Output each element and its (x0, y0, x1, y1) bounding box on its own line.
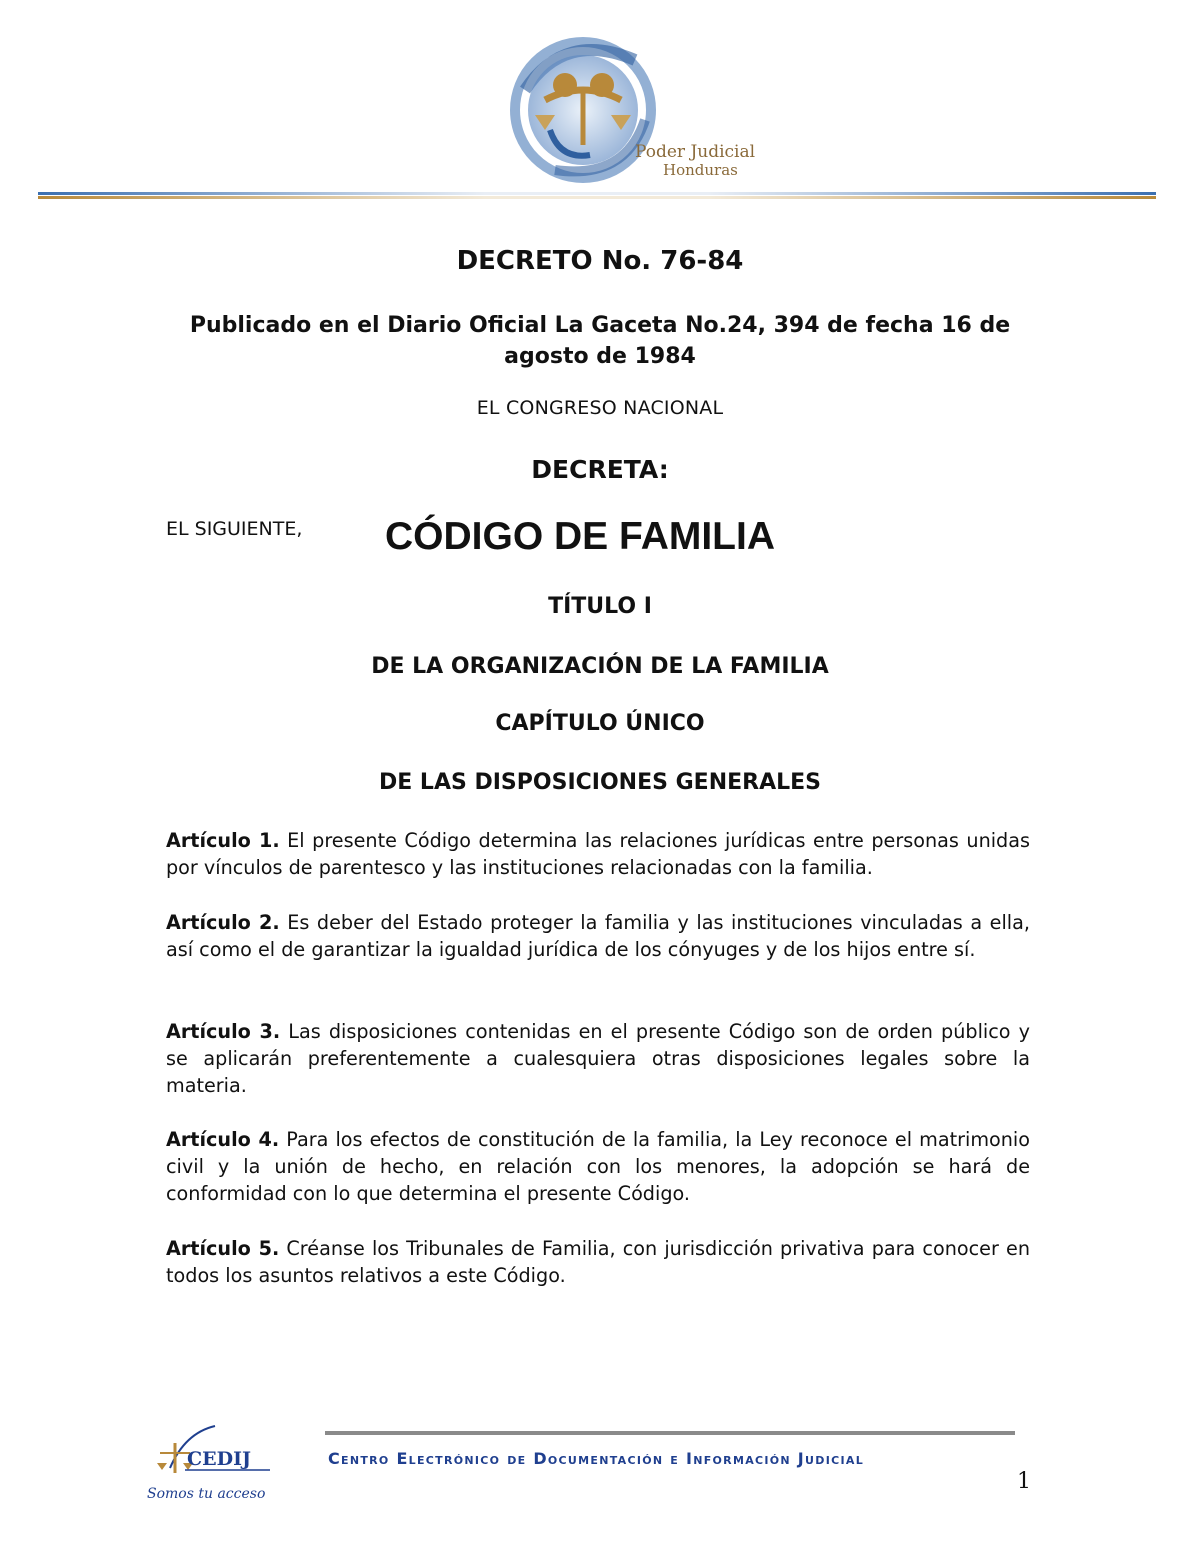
footer-divider (325, 1431, 1015, 1435)
article-text: El presente Código determina las relaciones jurídicas entre personas unidas por vínculos de parentesco y las instituciones relacionadas con la familia. (166, 829, 1030, 879)
congress-heading: EL CONGRESO NACIONAL (476, 397, 724, 419)
article-3 (166, 1018, 1030, 1099)
header-divider (38, 190, 1156, 202)
publication-note: Publicado en el Diario Oficial La Gaceta No.24, 394 de fecha 16 de agosto de 1984 (189, 313, 1011, 369)
article-label: Artículo 2. (166, 911, 280, 934)
cedij-logo-text: CEDIJ (187, 1448, 251, 1470)
title-name: DE LA ORGANIZACIÓN DE LA FAMILIA (371, 654, 829, 679)
article-text: Para los efectos de constitución de la familia, la Ley reconoce el matrimonio civil y la unión de hecho, en relación con los menores, la adopción se hará de conformidad con lo que determina el presente Código. (166, 1128, 1030, 1205)
article-1 (166, 827, 1030, 881)
decree-title: DECRETO No. 76-84 (456, 246, 744, 276)
footer-center-name: Centro Electrónico de Documentación e Información Judicial (328, 1449, 865, 1468)
siguiente-label: EL SIGUIENTE, (166, 518, 303, 540)
article-2 (166, 909, 1030, 963)
article-text: Las disposiciones contenidas en el presente Código son de orden público y se aplicarán preferentemente a cualesquiera otras disposiciones legales sobre la materia. (166, 1020, 1030, 1097)
article-label: Artículo 5. (166, 1237, 280, 1260)
chapter-heading: CAPÍTULO ÚNICO (495, 711, 705, 736)
article-label: Artículo 4. (166, 1128, 280, 1151)
chapter-name: DE LAS DISPOSICIONES GENERALES (378, 770, 821, 795)
article-4 (166, 1126, 1030, 1207)
cedij-tagline: Somos tu acceso (147, 1486, 266, 1502)
title-heading: TÍTULO I (548, 594, 652, 619)
page-number: 1 (1017, 1469, 1031, 1494)
logo-text-line1: Poder Judicial (635, 142, 755, 162)
logo-text-line2: Honduras (663, 161, 738, 179)
article-text: Es deber del Estado proteger la familia y las instituciones vinculadas a ella, así como el de garantizar la igualdad jurídica de los cónyuges y de los hijos entre sí. (166, 911, 1030, 961)
cedij-logo (145, 1418, 290, 1503)
article-label: Artículo 1. (166, 829, 280, 852)
article-text: Créanse los Tribunales de Familia, con jurisdicción privativa para conocer en todos los asuntos relativos a este Código. (166, 1237, 1030, 1287)
code-title: CÓDIGO DE FAMILIA (385, 515, 775, 558)
poder-judicial-logo (505, 30, 755, 185)
article-label: Artículo 3. (166, 1020, 281, 1043)
decreta-heading: DECRETA: (531, 455, 669, 484)
article-5 (166, 1235, 1030, 1289)
